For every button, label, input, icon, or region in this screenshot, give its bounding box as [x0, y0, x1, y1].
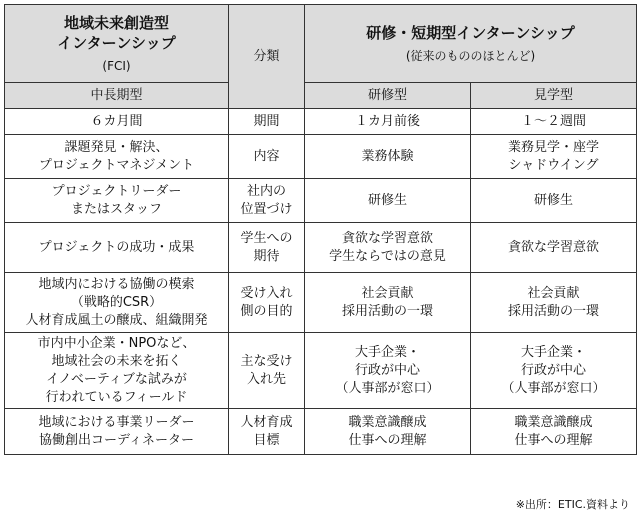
- fci-text: 地域内における協働の模索: [38, 276, 195, 292]
- source-footnote: ※出所：ETIC.資料より: [515, 498, 630, 511]
- training-cell: [305, 273, 471, 333]
- category-text: 期間: [253, 113, 280, 129]
- observation-text: 採用活動の一環: [507, 303, 599, 319]
- short-term-title: 研修・短期型インターンシップ: [366, 23, 575, 42]
- category-cell: [229, 135, 305, 179]
- short-term-header-cell: [305, 5, 637, 83]
- category-cell: [229, 223, 305, 273]
- observation-cell: [471, 223, 637, 273]
- fci-cell: [5, 409, 229, 455]
- category-cell: [229, 333, 305, 409]
- fci-text: プロジェクトマネジメント: [38, 157, 195, 173]
- category-cell: [229, 409, 305, 455]
- training-cell: [305, 135, 471, 179]
- fci-text: 人材育成風土の醸成、組織開発: [25, 312, 208, 328]
- training-cell: [305, 333, 471, 409]
- category-text: 位置づけ: [240, 201, 293, 217]
- observation-text: 業務見学・座学: [507, 139, 599, 155]
- category-text: 学生への: [240, 230, 293, 246]
- training-text: （人事部が窓口）: [335, 380, 440, 396]
- observation-text: 行政が中心: [520, 362, 586, 378]
- category-text: 目標: [253, 432, 280, 448]
- category-cell: [229, 179, 305, 223]
- fci-text: プロジェクトリーダー: [51, 183, 182, 199]
- subheader-training: 研修型: [305, 83, 471, 109]
- table-row: [5, 273, 637, 333]
- fci-cell: [5, 223, 229, 273]
- table-row: [5, 109, 637, 135]
- fci-cell: [5, 109, 229, 135]
- fci-text: イノベーティブな試みが: [46, 371, 187, 387]
- training-cell: [305, 223, 471, 273]
- table-row: [5, 223, 637, 273]
- observation-text: 研修生: [533, 192, 573, 208]
- table-row: [5, 409, 637, 455]
- training-text: 職業意識醸成: [348, 414, 427, 430]
- internship-comparison-table: [4, 4, 637, 455]
- category-text: 期待: [253, 248, 280, 264]
- fci-title-line: 地域未来創造型: [63, 13, 169, 32]
- observation-cell: [471, 409, 637, 455]
- fci-title-line: インターンシップ: [57, 33, 176, 52]
- category-text: 側の目的: [240, 303, 293, 319]
- training-text: 学生ならではの意見: [329, 248, 446, 264]
- category-text: 受け入れ: [240, 285, 293, 301]
- observation-cell: [471, 333, 637, 409]
- table-row: [5, 179, 637, 223]
- training-text: 行政が中心: [354, 362, 420, 378]
- observation-cell: [471, 109, 637, 135]
- training-cell: [305, 179, 471, 223]
- observation-text: 貪欲な学習意欲: [507, 239, 599, 255]
- observation-text: 仕事への理解: [514, 432, 593, 448]
- observation-text: 大手企業・: [520, 344, 586, 360]
- observation-cell: [471, 179, 637, 223]
- fci-cell: [5, 135, 229, 179]
- observation-text: 社会貢献: [527, 285, 580, 301]
- fci-text: （戦略的CSR）: [70, 294, 163, 310]
- training-cell: [305, 109, 471, 135]
- fci-cell: [5, 273, 229, 333]
- training-text: 貪欲な学習意欲: [341, 230, 433, 246]
- observation-text: シャドウイング: [508, 157, 599, 173]
- category-header-label: 分類: [253, 48, 280, 64]
- training-text: 研修生: [367, 192, 407, 208]
- table-header-row: [5, 5, 637, 83]
- fci-text: またはスタッフ: [70, 201, 162, 217]
- short-term-subtitle: (従来のもののほとんど): [405, 48, 536, 63]
- fci-text: 課題発見・解決、: [64, 139, 169, 155]
- category-text: 内容: [253, 148, 280, 164]
- fci-header-cell: [5, 5, 229, 83]
- category-cell: [229, 273, 305, 333]
- table-row: [5, 333, 637, 409]
- fci-text: プロジェクトの成功・成果: [38, 239, 195, 255]
- fci-text: 地域社会の未来を拓く: [51, 353, 182, 369]
- fci-text: 行われているフィールド: [45, 389, 188, 405]
- fci-cell: [5, 333, 229, 409]
- training-cell: [305, 409, 471, 455]
- table-subheader-row: [5, 83, 637, 109]
- training-text: 業務体験: [361, 148, 414, 164]
- category-text: 人材育成: [240, 414, 293, 430]
- fci-cell: [5, 179, 229, 223]
- fci-abbreviation: (FCI): [102, 58, 131, 73]
- category-header-cell: [229, 5, 305, 109]
- observation-cell: [471, 135, 637, 179]
- subheader-fci: 中長期型: [5, 83, 229, 109]
- observation-text: （人事部が窓口）: [501, 380, 606, 396]
- observation-cell: [471, 273, 637, 333]
- table-row: [5, 135, 637, 179]
- observation-text: １～２週間: [520, 113, 586, 129]
- category-cell: [229, 109, 305, 135]
- category-text: 主な受け: [240, 353, 293, 369]
- observation-text: 職業意識醸成: [514, 414, 593, 430]
- training-text: 社会貢献: [361, 285, 414, 301]
- training-text: １カ月前後: [354, 113, 420, 129]
- fci-text: 協働創出コーディネーター: [39, 432, 194, 448]
- subheader-observation: 見学型: [471, 83, 637, 109]
- category-text: 社内の: [246, 183, 286, 199]
- fci-text: ６カ月間: [90, 113, 143, 129]
- training-text: 大手企業・: [354, 344, 420, 360]
- training-text: 採用活動の一環: [341, 303, 433, 319]
- fci-text: 市内中小企業・NPOなど、: [37, 335, 196, 351]
- training-text: 仕事への理解: [348, 432, 427, 448]
- fci-text: 地域における事業リーダー: [38, 414, 195, 430]
- category-text: 入れ先: [246, 371, 286, 387]
